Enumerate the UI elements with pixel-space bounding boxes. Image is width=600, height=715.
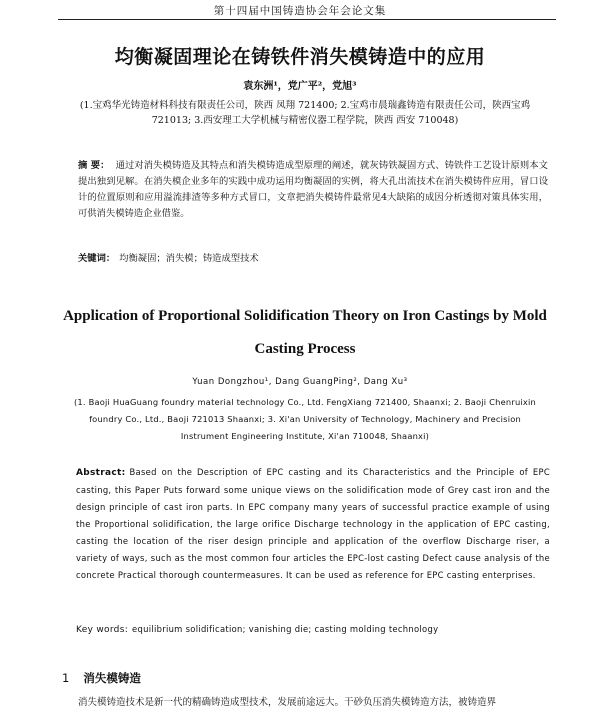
chinese-abstract-text: 通过对消失模铸造及其特点和消失模铸造成型原理的阐述，就灰铸铁凝固方式、铸铁件工艺设计原则本文提出独到见解。在消失模企业多年的实践中成功运用均衡凝固的实例，将大孔出流技术在消失模铸件应用，冒口设计的位置原则和应用溢流排渣等多种方式冒口，文章把消失模铸件最常见4大缺陷的成因分析透彻对策具体实用，可供消失模铸造企业借鉴。 <box>78 160 548 219</box>
chinese-abstract <box>78 158 548 222</box>
chinese-keywords-text: 均衡凝固；消失模；铸造成型技术 <box>119 253 259 264</box>
english-keywords-label: Key words: <box>76 625 129 635</box>
chinese-keywords-label: 关键词： <box>78 253 116 264</box>
english-title: Application of Proportional Solidification Theory on Iron Castings by Mold Casting Process <box>63 308 547 357</box>
chinese-title: 均衡凝固理论在铸铁件消失模铸造中的应用 <box>114 46 486 68</box>
chinese-authors: 袁东洲¹，党广平²，党旭³ <box>243 81 357 92</box>
section-heading <box>62 670 141 686</box>
english-keywords-text: equilibrium solidification; vanishing die; casting molding technology <box>132 624 439 634</box>
english-abstract-label: Abstract: <box>76 468 126 478</box>
section-body-text: 消失模铸造技术是新一代的精确铸造成型技术，发展前途远大。干砂负压消失模铸造方法，被铸造界 <box>78 697 497 708</box>
english-authors: Yuan Dongzhou¹, Dang GuangPing², Dang Xu³ <box>192 377 408 387</box>
section-title: 消失模铸造 <box>83 671 141 685</box>
english-keywords <box>76 624 550 635</box>
chinese-affiliations: (1.宝鸡华光铸造材料科技有限责任公司，陕西 凤翔 721400; 2.宝鸡市晨瑞鑫铸造有限责任公司，陕西宝鸡 721013; 3.西安理工大学机械与精密仪器工程学院，陕西 西安 710048) <box>79 100 531 126</box>
english-abstract <box>76 464 550 584</box>
chinese-abstract-label: 摘 要： <box>78 160 110 171</box>
running-header: 第十四届中国铸造协会年会论文集 <box>213 5 387 17</box>
chinese-keywords <box>78 250 548 264</box>
english-abstract-text: Based on the Description of EPC casting and its Characteristics and the Principle of EPC casting, this Paper Puts forward some unique views on the solidification mode of Grey cast iron and the design principle of cast iron parts. In EPC company many years of successful practice example of using the Proportional solidification, the large orifice Discharge technology in the application of EPC casting, casting the location of the riser design principle and application of the overflow Discharge riser, a variety of ways, such as the most common four articles the EPC-lost casting Defect cause analysis of the concrete Practical thorough countermeasures. It can be used as reference for EPC casting enterprises. <box>76 467 550 580</box>
section-number: 1 <box>62 671 70 685</box>
header-divider <box>58 19 556 20</box>
english-affiliations: (1. Baoji HuaGuang foundry material technology Co., Ltd. FengXiang 721400, Shaanxi; 2. Baoji Chenruixin foundry Co., Ltd., Baoji 721013 Shaanxi; 3. Xi'an University of Technology, Machinery and Precision Instrument Engineering Institute, Xi'an 710048, Shaanxi) <box>73 397 537 441</box>
